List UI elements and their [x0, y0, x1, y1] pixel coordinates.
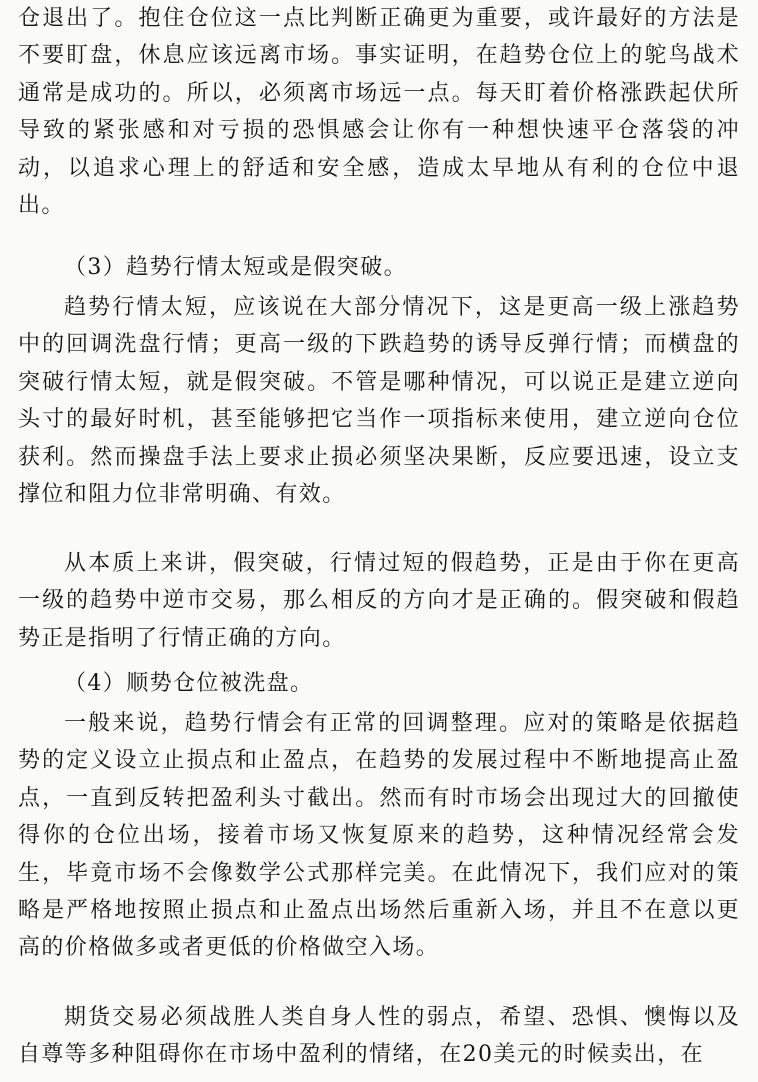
heading-trend-position-shakeout: （4）顺势仓位被洗盘。: [64, 671, 314, 696]
heading-short-trend-false-breakout: （3）趋势行情太短或是假突破。: [64, 255, 407, 280]
paragraph-ostrich-tactics: 仓退出了。抱住仓位这一点比判断正确更为重要，或许最好的方法是不要盯盘，休息应该远离市场。事实证明，在趋势仓位上的鸵鸟战术通常是成功的。所以，必须离市场远一点。每天盯着价格涨跌起伏所导致的紧张感和对亏损的恐惧感会让你有一种想快速平仓落袋的冲动，以追求心理上的舒适和安全感，造成太早地从有利的仓位中退出。: [18, 6, 740, 219]
paragraph-human-weakness: 期货交易必须战胜人类自身人性的弱点，希望、恐惧、懊悔以及自尊等多种阻碍你在市场中盈利的情绪，在20美元的时候卖出，在: [18, 1005, 740, 1068]
paragraph-false-breakout-essence: 从本质上来讲，假突破，行情过短的假趋势，正是由于你在更高一级的趋势中逆市交易，那么相反的方向才是正确的。假突破和假趋势正是指明了行情正确的方向。: [18, 551, 740, 651]
paragraph-short-trend: 趋势行情太短，应该说在大部分情况下，这是更高一级上涨趋势中的回调洗盘行情；更高一级的下跌趋势的诱导反弹行情；而横盘的突破行情太短，就是假突破。不管是哪种情况，可以说正是建立逆向头寸的最好时机，甚至能够把它当作一项指标来使用，建立逆向仓位获利。然而操盘手法上要求止损必须坚决果断，反应要迅速，设立支撑位和阻力位非常明确、有效。: [18, 295, 740, 508]
paragraph-pullback-strategy: 一般来说，趋势行情会有正常的回调整理。应对的策略是依据趋势的定义设立止损点和止盈点，在趋势的发展过程中不断地提高止盈点，一直到反转把盈利头寸截出。然而有时市场会出现过大的回撤使得你的仓位出场，接着市场又恢复原来的趋势，这种情况经常会发生，毕竟市场不会像数学公式那样完美。在此情况下，我们应对的策略是严格地按照止损点和止盈点出场然后重新入场，并且不在意以更高的价格做多或者更低的价格做空入场。: [18, 711, 740, 961]
